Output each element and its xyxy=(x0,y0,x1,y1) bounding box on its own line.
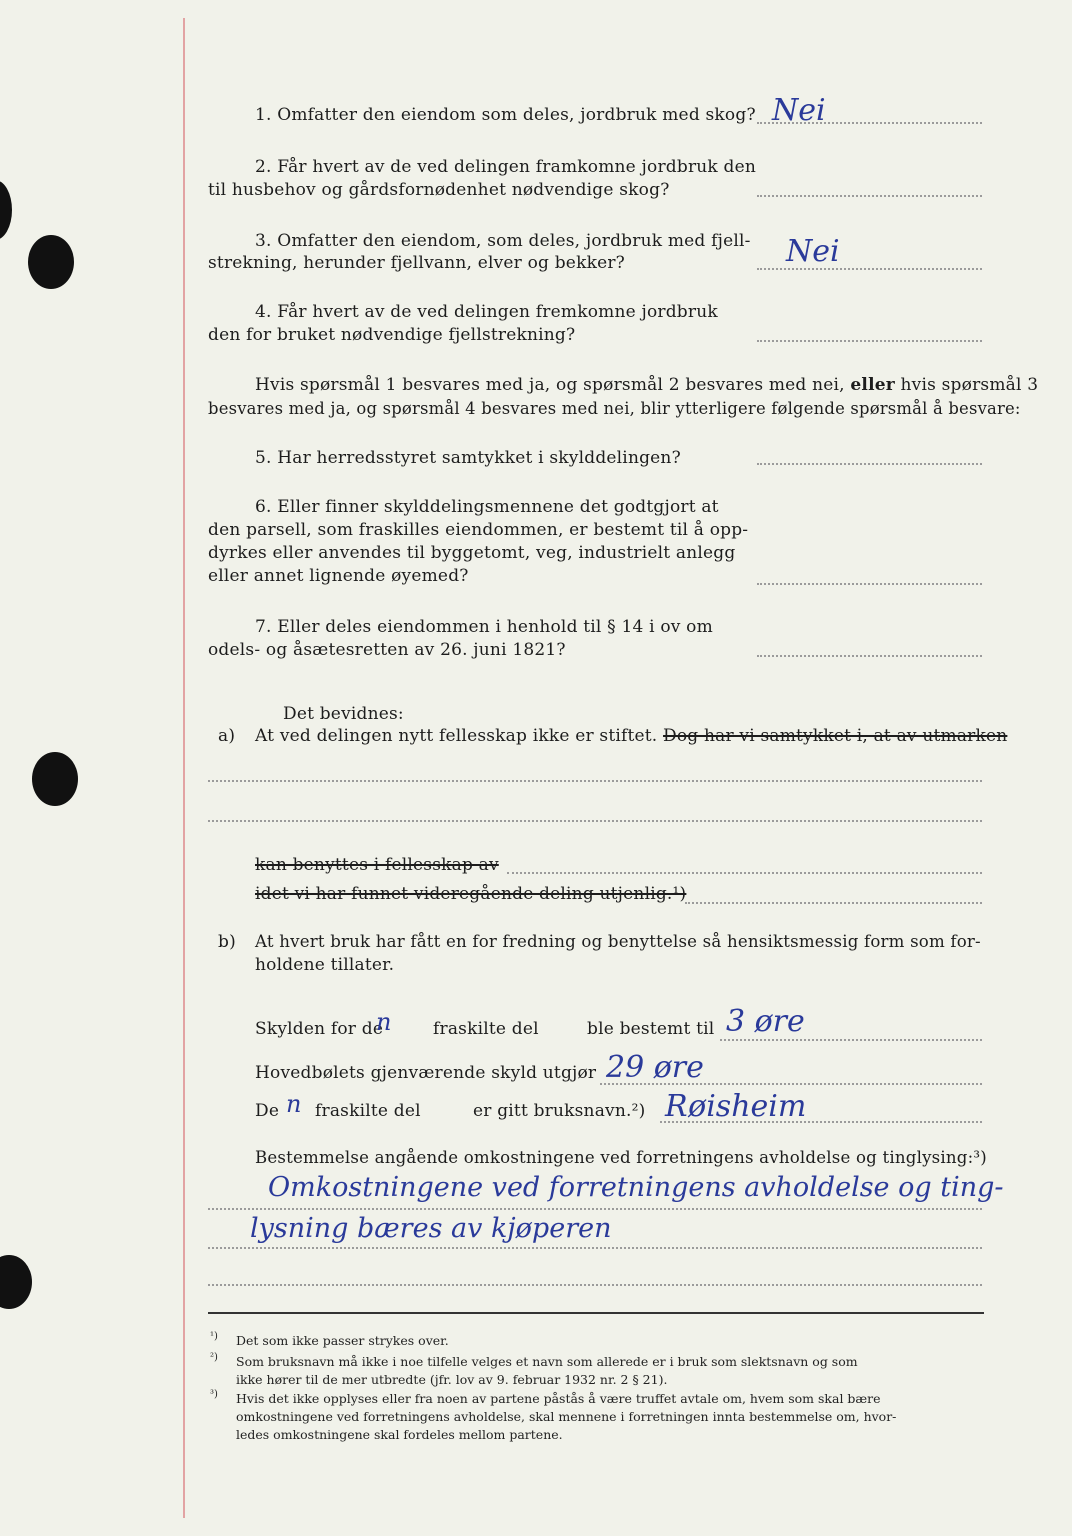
certify-a-struck: Dog har vi samtykket i, at av utmarken xyxy=(663,726,1008,746)
farm-name: Røisheim xyxy=(665,1089,807,1124)
punch-hole xyxy=(0,1255,32,1309)
blank-line xyxy=(660,1121,982,1123)
footnote-marker-3: ³) xyxy=(210,1389,218,1400)
name-hw-n: n xyxy=(286,1090,302,1118)
answer-line-4 xyxy=(757,340,982,342)
blank-line xyxy=(208,1247,982,1249)
certify-b-text: At hvert bruk har fått en for fredning og benyttelse så hensiktsmessig form som for- xyxy=(255,932,981,951)
certify-heading: Det bevidnes: xyxy=(283,704,404,724)
footnote-3-line-1: Hvis det ikke opplyses eller fra noen av partene påstås å være truffet avtale om, hvem som skal bære xyxy=(236,1391,881,1406)
question-7-cont: odels- og åsætesretten av 26. juni 1821? xyxy=(208,640,566,660)
answer-line-6 xyxy=(757,583,982,585)
punch-hole xyxy=(28,235,74,289)
blank-line xyxy=(208,1208,982,1210)
certify-b-label: b) xyxy=(218,932,236,952)
answer-line-5 xyxy=(757,463,982,465)
question-6: 6. Eller finner skylddelingsmennene det godtgjort at xyxy=(255,497,719,517)
question-4: 4. Får hvert av de ved delingen fremkomne jordbruk xyxy=(255,302,718,322)
blank-line xyxy=(507,872,982,874)
question-2: 2. Får hvert av de ved delingen framkomne jordbruk den xyxy=(255,157,757,177)
blank-line xyxy=(600,1083,982,1085)
blank-line xyxy=(208,820,982,822)
answer-line-2 xyxy=(757,195,982,197)
name-label-1: De xyxy=(255,1101,280,1121)
condition-text xyxy=(255,375,1038,395)
struck-line-2: idet vi har funnet videregående deling utjenlig.¹) xyxy=(255,884,687,904)
question-5: 5. Har herredsstyret samtykket i skylddelingen? xyxy=(255,448,681,468)
certify-a-text xyxy=(255,726,1007,746)
answer-3: Nei xyxy=(786,234,840,269)
answer-line-7 xyxy=(757,655,982,657)
footnote-1: Det som ikke passer strykes over. xyxy=(236,1333,449,1348)
punch-hole xyxy=(32,752,78,806)
skyld-hw-n: n xyxy=(376,1008,392,1036)
question-3: 3. Omfatter den eiendom, som deles, jordbruk med fjell- xyxy=(255,231,751,251)
main-skyld-label: Hovedbølets gjenværende skyld utgjør xyxy=(255,1063,597,1083)
cost-handwriting-1: Omkostningene ved forretningens avholdelse og ting- xyxy=(268,1172,1004,1203)
skyld-label-1: Skylden for de xyxy=(255,1019,384,1039)
question-1: 1. Omfatter den eiendom som deles, jordbruk med skog? xyxy=(255,105,756,125)
skyld-label-2: fraskilte del xyxy=(433,1019,539,1039)
name-label-2: fraskilte del xyxy=(315,1101,421,1121)
question-3-cont: strekning, herunder fjellvann, elver og bekker? xyxy=(208,253,625,273)
footnote-2-line-1: Som bruksnavn må ikke i noe tilfelle velges et navn som allerede er i bruk som slektsnavn og som xyxy=(236,1354,858,1369)
footnote-marker-1: ¹) xyxy=(210,1331,218,1342)
question-4-cont: den for bruket nødvendige fjellstrekning? xyxy=(208,325,576,345)
certify-b-text-cont: holdene tillater. xyxy=(255,955,395,975)
condition-text-b: hvis spørsmål 3 xyxy=(900,375,1039,395)
blank-line xyxy=(208,780,982,782)
blank-line xyxy=(720,1039,982,1041)
footnote-rule xyxy=(208,1312,984,1314)
condition-text-a: Hvis spørsmål 1 besvares med ja, og spørsmål 2 besvares med nei, xyxy=(255,375,845,395)
skyld-label-3: ble bestemt til xyxy=(587,1019,715,1039)
question-2-cont: til husbehov og gårdsfornødenhet nødvendige skog? xyxy=(208,180,670,200)
question-6-cont-3: eller annet lignende øyemed? xyxy=(208,566,469,586)
question-6-cont-2: dyrkes eller anvendes til byggetomt, veg, industrielt anlegg xyxy=(208,543,736,563)
footnote-marker-2: ²) xyxy=(210,1352,218,1363)
footnote-2-line-2: ikke hører til de mer utbredte (jfr. lov av 9. februar 1932 nr. 2 § 21). xyxy=(236,1372,668,1387)
blank-line xyxy=(685,902,982,904)
question-7: 7. Eller deles eiendommen i henhold til § 14 i ov om xyxy=(255,617,713,637)
punch-hole xyxy=(0,180,12,240)
margin-line xyxy=(183,18,185,1518)
certify-a-label: a) xyxy=(218,726,236,746)
certify-a-main: At ved delingen nytt fellesskap ikke er stiftet. xyxy=(255,726,658,746)
footnote-3-line-3: ledes omkostningene skal fordeles mellom partene. xyxy=(236,1427,563,1442)
skyld-amount: 3 øre xyxy=(726,1004,805,1039)
cost-handwriting-2: lysning bæres av kjøperen xyxy=(250,1213,612,1244)
struck-line-1: kan benyttes i fellesskap av xyxy=(255,855,499,875)
answer-1: Nei xyxy=(772,93,826,128)
main-skyld-amount: 29 øre xyxy=(606,1050,704,1085)
question-6-cont-1: den parsell, som fraskilles eiendommen, er bestemt til å opp- xyxy=(208,520,749,540)
name-label-3: er gitt bruksnavn.²) xyxy=(473,1101,646,1121)
cost-label: Bestemmelse angående omkostningene ved forretningens avholdelse og tinglysing:³) xyxy=(255,1148,987,1167)
condition-text-cont: besvares med ja, og spørsmål 4 besvares med nei, blir ytterligere følgende spørsmål å besvare: xyxy=(208,399,1021,418)
blank-line xyxy=(208,1284,982,1286)
condition-text-bold: eller xyxy=(850,375,895,395)
footnote-3-line-2: omkostningene ved forretningens avholdelse, skal mennene i forretningen innta bestemmelse om, hvor- xyxy=(236,1409,897,1424)
